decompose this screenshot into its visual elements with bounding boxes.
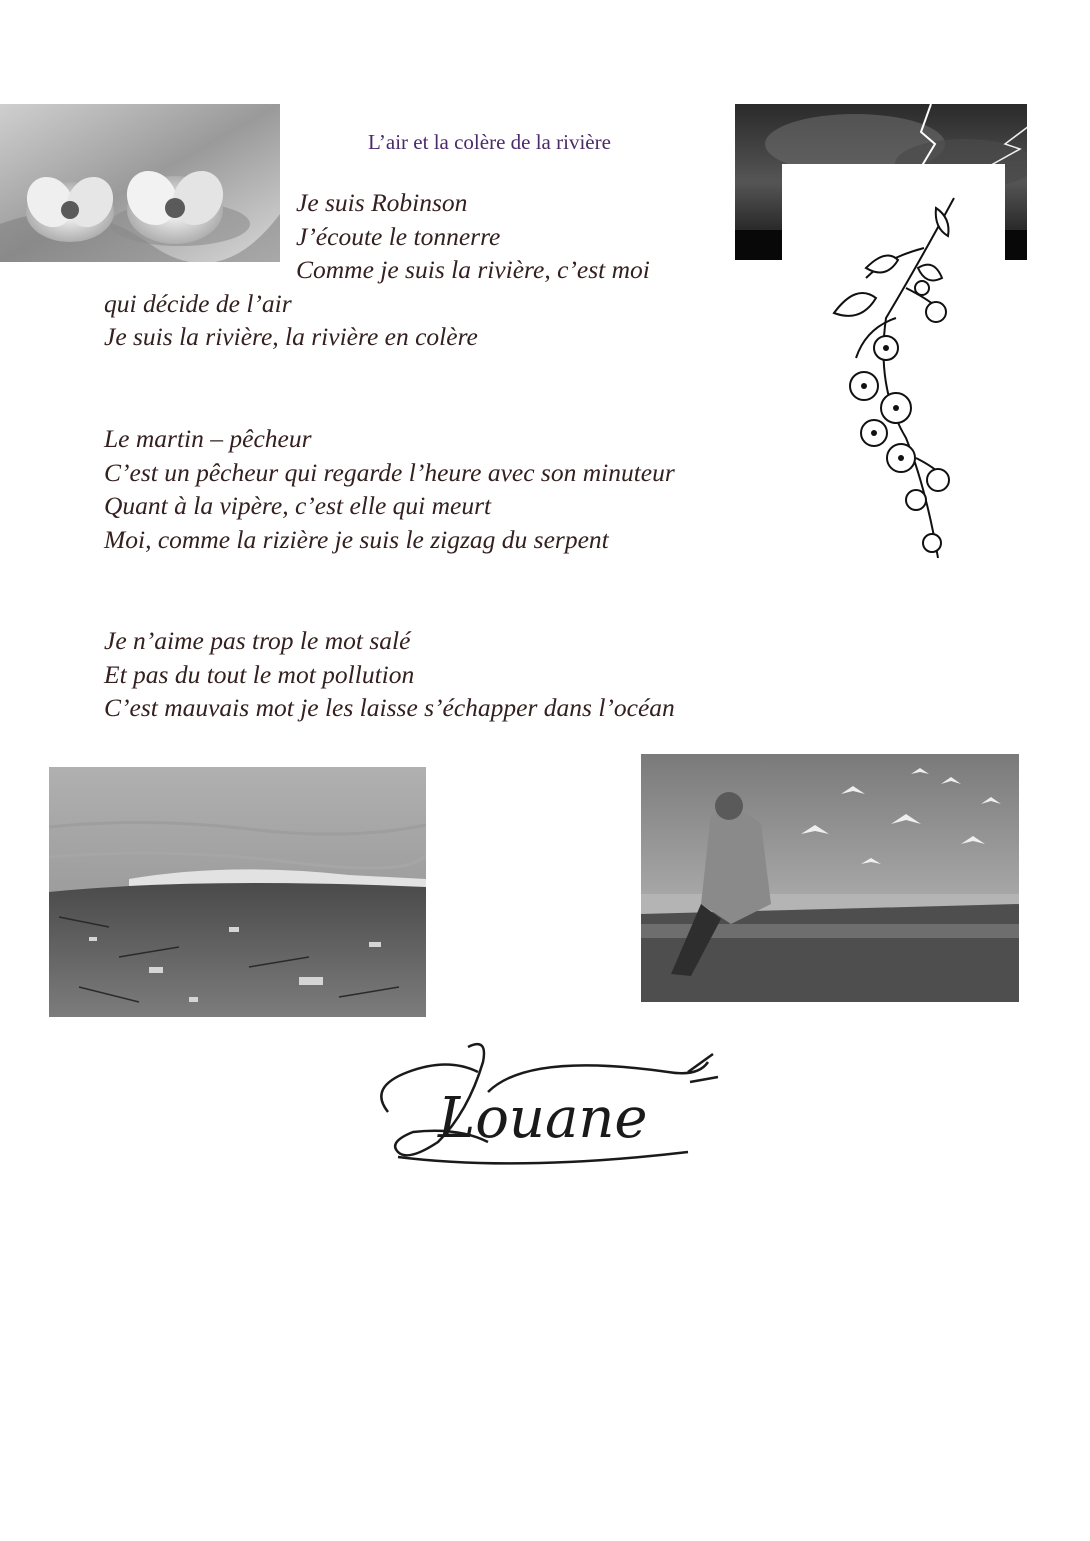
blossom-branch-drawing (826, 188, 966, 566)
poem-line: Quant à la vipère, c’est elle qui meurt (104, 491, 492, 520)
stanza-2 (104, 422, 675, 556)
poem-line: J’écoute le tonnerre (296, 221, 501, 251)
poem-title: L’air et la colère de la rivière (368, 130, 611, 154)
poem-line: Je suis Robinson (296, 188, 468, 217)
poem-line: Et pas du tout le mot pollution (104, 659, 415, 689)
poem-line: Je n’aime pas trop le mot salé (104, 626, 411, 655)
stanza-3 (104, 624, 675, 725)
poem-line: Comme je suis la rivière, c’est moi (296, 255, 650, 284)
poem-line: C’est un pêcheur qui regarde l’heure avec son minuteur (104, 457, 675, 487)
signature-text: Louane (438, 1086, 648, 1151)
poem-line: qui décide de l’air (104, 288, 292, 318)
poem-line: C’est mauvais mot je les laisse s’échapper dans l’océan (104, 693, 675, 722)
poem-line: Moi, comme la rizière je suis le zigzag du serpent (104, 524, 609, 554)
poem-line: Je suis la rivière, la rivière en colère (104, 322, 478, 351)
stanza-1 (104, 186, 650, 354)
poem-line: Le martin – pêcheur (104, 424, 312, 453)
signature (368, 1032, 728, 1182)
fisherman-seagulls-photo (641, 754, 1019, 1002)
polluted-beach-photo (49, 767, 426, 1017)
